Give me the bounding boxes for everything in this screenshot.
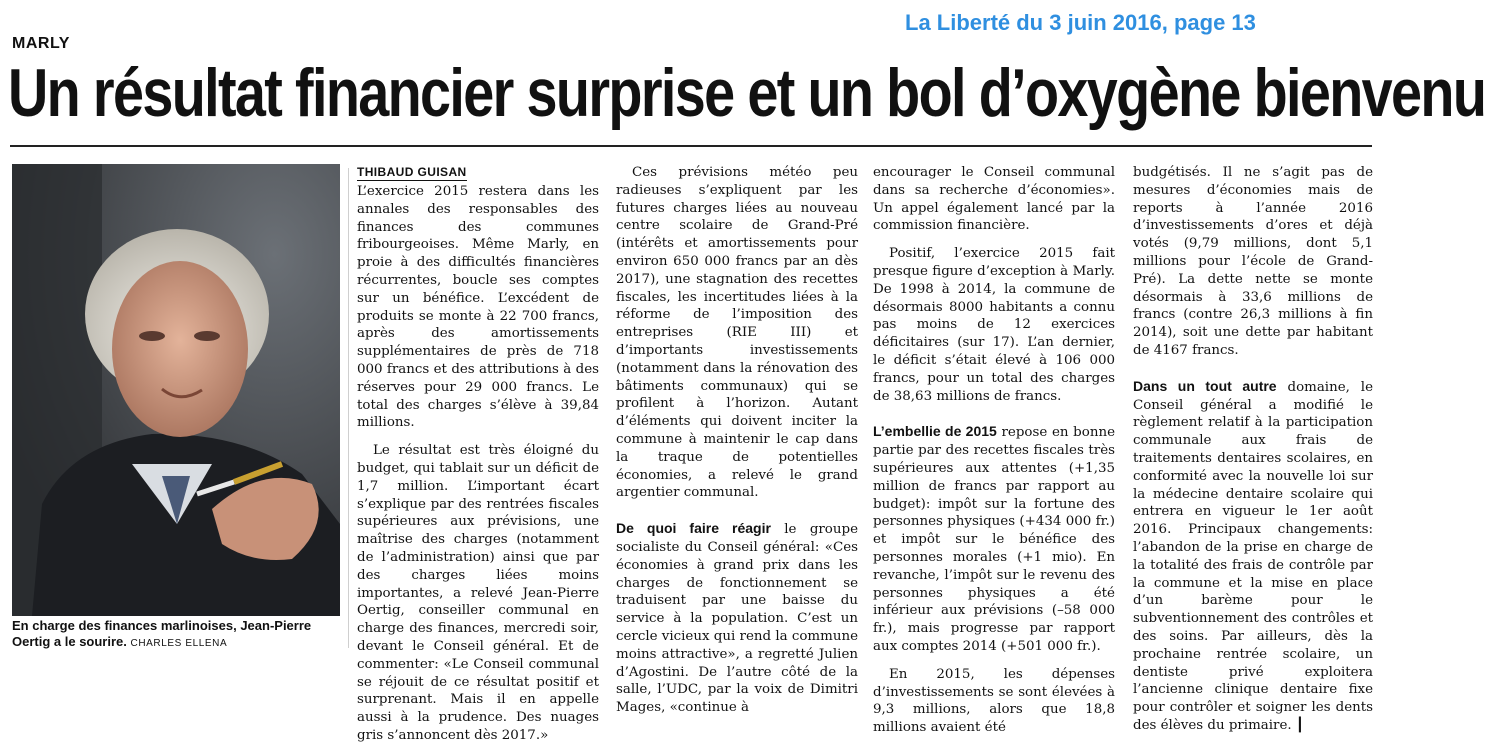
headline-divider (10, 145, 1372, 147)
paragraph (1133, 378, 1373, 735)
article-column-4 (1133, 164, 1373, 733)
paragraph: budgétisés. Il ne s’agit pas de mesures d’économies mais de reports à l’année 2016 d’investissements d’ores et déjà votés (9,79 millions, dont 5,1 millions pour l’école de Grand-Pré). La dette nette se monte désormais à 33,6 millions de francs (contre 26,3 millions à fin 2014), soit une dette par habitant de 4167 francs. (1133, 165, 1373, 358)
column-divider (348, 168, 349, 648)
paragraph-body: domaine, le Conseil général a modifié le règlement relatif à la participation communale aux frais de traitements dentaires scolaires, en conformité avec la nouvelle loi sur la médecine dentaire scolaire qui entrera en vigueur le 1er août 2016. Principaux changements: l’abandon de la prise en charge de la totalité des frais de contrôle par la commune et la mise en place d’un barème pour le subventionnement des contrôles et des soins. Par ailleurs, dès la prochaine rentrée scolaire, un dentiste privé exploitera l’ancienne clinique dentaire fixe pour contrôler et soigner les dents des élèves du primaire. (1133, 379, 1373, 733)
paragraph: Ces prévisions météo peu radieuses s’expliquent par les futures charges liées au nouveau centre scolaire de Grand-Pré (intérêts et amortissements pour environ 650 000 francs par an dès 2017), une stagnation des recettes fiscales, les incertitudes liées à la réforme de l’imposition des entreprises (RIE III) et d’importants investissements (notamment dans la rénovation des bâtiments communaux) qui se profilent à l’horizon. Autant d’éléments qui doivent inciter la commune à maintenir le cap dans la traque de potentielles économies, a relevé le grand argentier communal. (616, 165, 858, 501)
paragraph-lead: De quoi faire réagir (616, 520, 771, 537)
section-label: MARLY (12, 35, 70, 52)
photo-caption (12, 618, 342, 652)
paragraph: Positif, l’exercice 2015 fait presque figure d’exception à Marly. De 1998 à 2014, la commune de désormais 8000 habitants a connu pas moins de 12 exercices déficitaires (sur 17). L’an dernier, le déficit s’était élevé à 106 000 francs, pour un total des charges de 38,63 millions de francs. (873, 246, 1115, 404)
paragraph: encourager le Conseil communal dans sa recherche d’économies». Un appel également lancé par la commission financière. (873, 165, 1115, 234)
end-mark: ┃ (1295, 717, 1304, 733)
paragraph-body: le groupe socialiste du Conseil général: «Ces économies à grand prix dans les charges de fonctionnement se traduisent par une baisse du service à la population. C’est un cercle vicieux qui rend la commune moins attractive», a regretté Julien d’Agostini. De l’autre côté de la salle, l’UDC, par la voix de Dimitri Mages, «continue à (616, 522, 858, 716)
byline: THIBAUD GUISAN (357, 165, 467, 179)
source-note: La Liberté du 3 juin 2016, page 13 (905, 10, 1256, 35)
paragraph (616, 520, 858, 717)
paragraph: Le résultat est très éloigné du budget, qui tablait sur un déficit de 1,7 million. L’important écart s’explique par des rentrées fiscales supérieures aux prévisions, une maîtrise des charges (notamment de l’administration) ainsi que par des charges liées moins importantes, a relevé Jean-Pierre Oertig, conseiller communal en charge des finances, mercredi soir, devant le Conseil général. Et de commenter: «Le Conseil communal se réjouit de ce résultat positif et surprenant. Mais il en appelle aussi à la prudence. Des nuages gris s’annoncent dès 2017.» (357, 443, 599, 743)
photo-credit: CHARLES ELLENA (130, 638, 228, 649)
portrait-illustration (12, 164, 340, 616)
caption-text: En charge des finances marlinoises, Jean-Pierre Oertig a le sourire. (12, 618, 312, 649)
headline: Un résultat financier surprise et un bol d’oxygène bienvenu (8, 55, 1485, 131)
article-column-3 (873, 164, 1115, 736)
paragraph: L’exercice 2015 restera dans les annales des responsables des finances des communes fribourgeoises. Même Marly, en proie à des difficultés financières récurrentes, boucle ses comptes sur un bénéfice. L’excédent de produits se monte à 22 700 francs, après des amortissements supplémentaires de près de 718 000 francs et des attributions à des réserves pour 29 000 francs. Le total des charges s’élève à 39,84 millions. (357, 184, 599, 431)
article-photo (12, 164, 340, 616)
paragraph-lead: L’embellie de 2015 (873, 423, 997, 440)
paragraph: En 2015, les dépenses d’investissements se sont élevées à 9,3 millions, alors que 18,8 millions avaient été (873, 666, 1115, 736)
paragraph-lead: Dans un tout autre (1133, 377, 1277, 394)
article-column-2 (616, 164, 858, 716)
paragraph-body: repose en bonne partie par des recettes fiscales très supérieures aux attentes (+1,35 million de francs par rapport au budget): impôt sur la fortune des personnes physiques (+434 000 fr.) et impôt sur le bénéfice des personnes morales (+1 mio). En revanche, l’impôt sur le revenu des personnes physiques a été inférieur aux prévisions (–58 000 fr.), mais progresse par rapport aux comptes 2014 (+501 000 fr.). (873, 425, 1115, 654)
article-column-1 (357, 164, 599, 743)
paragraph (873, 423, 1115, 655)
